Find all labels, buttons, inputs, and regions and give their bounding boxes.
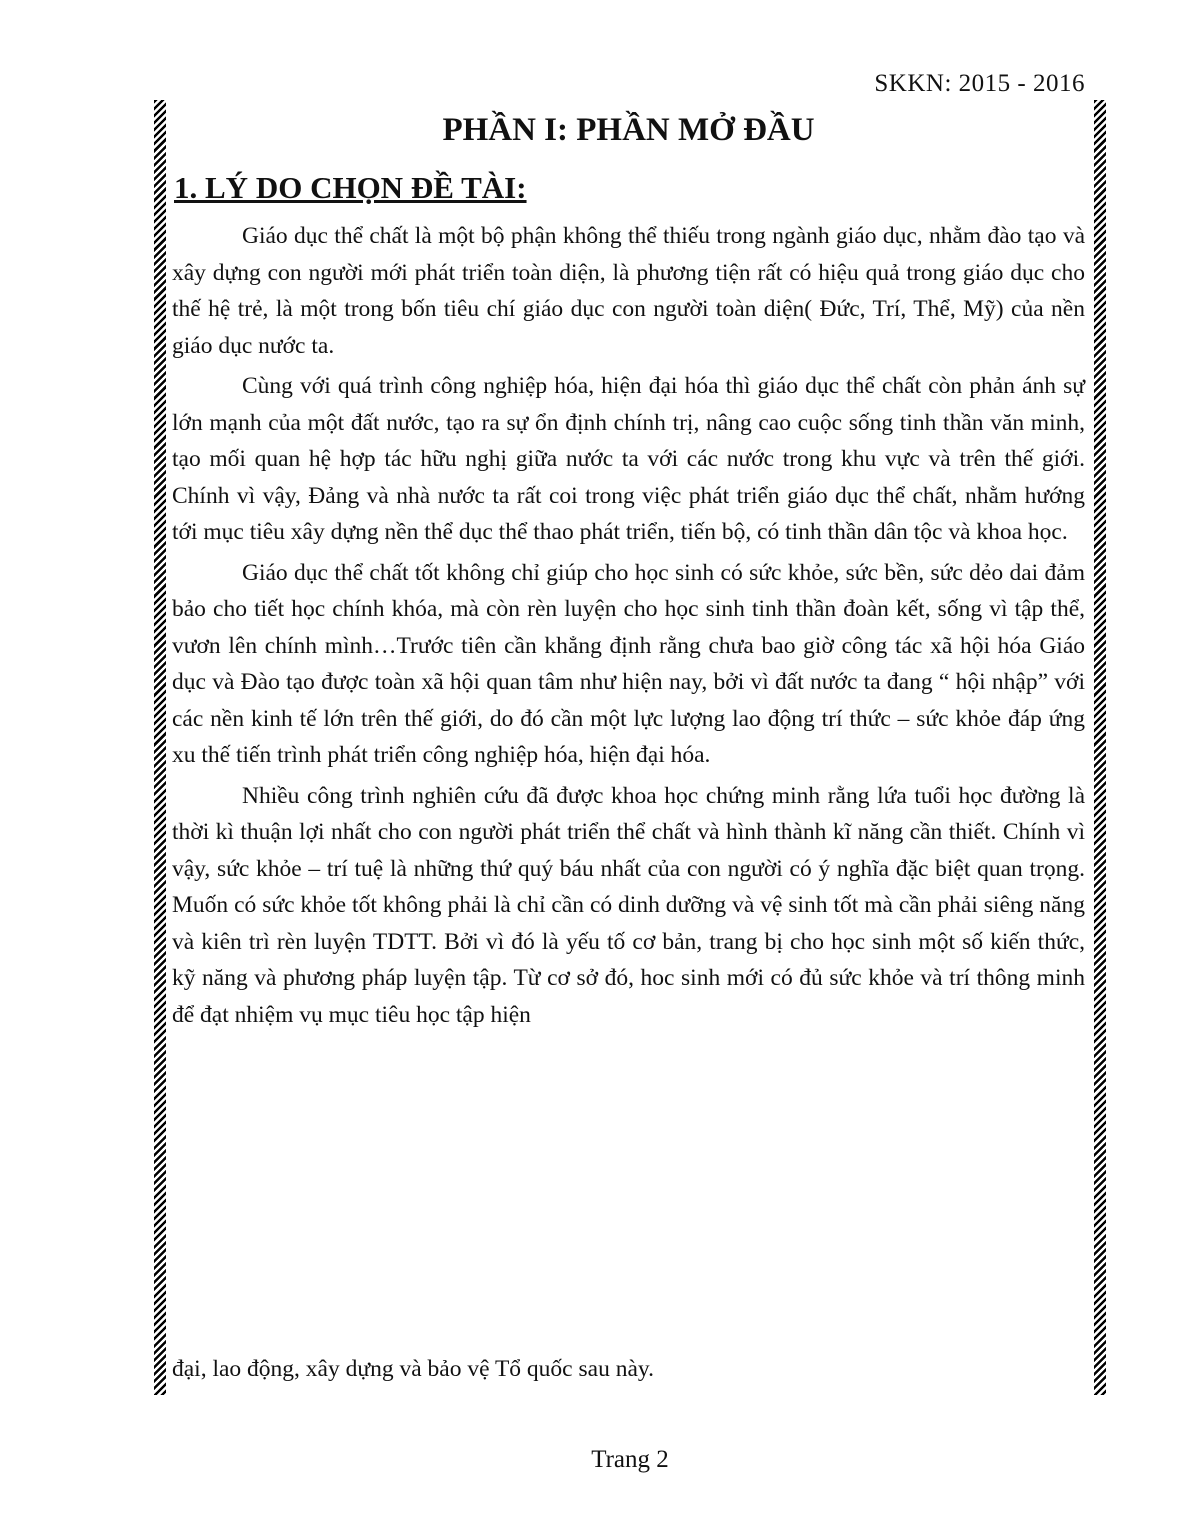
page-border-right bbox=[1094, 100, 1106, 1395]
paragraph: Giáo dục thể chất là một bộ phận không thể thiếu trong ngành giáo dục, nhằm đào tạo và xây dựng con người mới phát triển toàn diện, là phương tiện rất có hiệu quả trong giáo dục cho thế hệ trẻ, là một trong bốn tiêu chí giáo dục con người toàn diện( Đức, Trí, Thể, Mỹ) của nền giáo dục nước ta. bbox=[172, 223, 1085, 359]
paragraph: Giáo dục thể chất tốt không chỉ giúp cho học sinh có sức khỏe, sức bền, sức dẻo dai đảm bảo cho tiết học chính khóa, mà còn rèn luyện cho học sinh tinh thần đoàn kết, sống vì tập thể, vươn lên chính mình…Trước tiên cần khẳng định rằng chưa bao giờ công tác xã hội hóa Giáo dục và Đào tạo được toàn xã hội quan tâm như hiện nay, bởi vì đất nước ta đang “ hội nhập” với các nền kinh tế lớn trên thế giới, do đó cần một lực lượng lao động trí thức – sức khỏe đáp ứng xu thế tiến trình phát triển công nghiệp hóa, hiện đại hóa. bbox=[172, 559, 1085, 768]
page-title: PHẦN I: PHẦN MỞ ĐẦU bbox=[442, 112, 815, 148]
paragraph: Nhiều công trình nghiên cứu đã được khoa học chứng minh rằng lứa tuổi học đường là thời kì thuận lợi nhất cho con người phát triển thể chất và hình thành kĩ năng cần thiết. Chính vì vậy, sức khỏe – trí tuệ là những thứ quý báu nhất của con người có ý nghĩa đặc biệt quan trọng. Muốn có sức khỏe tốt không phải là chỉ cần có dinh dưỡng và vệ sinh tốt mà cần phải siêng năng và kiên trì rèn luyện TDTT. Bởi vì đó là yếu tố cơ bản, trang bị cho học sinh một số kiến thức, kỹ năng và phương pháp luyện tập. Từ cơ sở đó, hoc sinh mới có đủ sức khỏe và trí thông minh để đạt nhiệm vụ mục tiêu học tập hiện bbox=[172, 782, 1085, 1028]
paragraph-continuation: đại, lao động, xây dựng và bảo vệ Tổ quốc sau này. bbox=[172, 1356, 654, 1382]
page-content bbox=[172, 108, 1085, 1033]
page-number: Trang 2 bbox=[591, 1446, 669, 1473]
page-border-left bbox=[154, 100, 166, 1395]
section-heading: 1. LÝ DO CHỌN ĐỀ TÀI: bbox=[174, 170, 527, 205]
paragraph: Cùng với quá trình công nghiệp hóa, hiện đại hóa thì giáo dục thể chất còn phản ánh sự lớn mạnh của một đất nước, tạo ra sự ổn định chính trị, nâng cao cuộc sống tinh thần văn minh, tạo mối quan hệ hợp tác hữu nghị giữa nước ta với các nước trong khu vực và trên thế giới. Chính vì vậy, Đảng và nhà nước ta rất coi trong việc phát triển giáo dục thể chất, nhằm hướng tới mục tiêu xây dựng nền thể dục thể thao phát triển, tiến bộ, có tinh thần dân tộc và khoa học. bbox=[172, 373, 1085, 545]
document-header: SKKN: 2015 - 2016 bbox=[874, 70, 1085, 97]
